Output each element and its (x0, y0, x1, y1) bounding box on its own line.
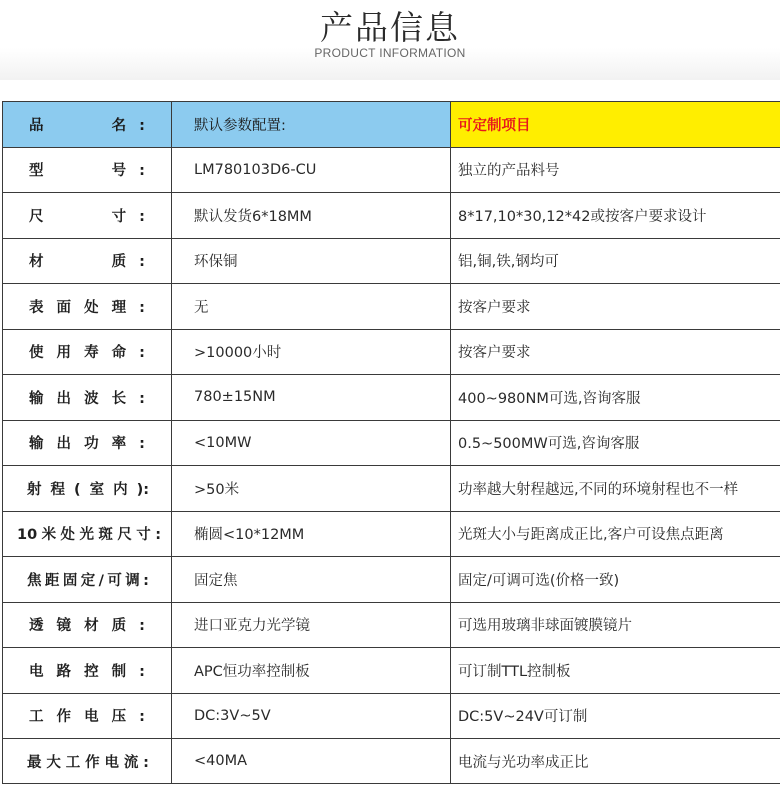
table-row (3, 420, 780, 466)
row-custom-cell: 400~980NM可选,咨询客服 (451, 375, 780, 421)
row-label: 电路控制: (29, 663, 145, 680)
row-label: 材 质: (29, 254, 145, 271)
header-section (0, 0, 780, 80)
row-custom-cell: 功率越大射程越远,不同的环境射程也不一样 (451, 466, 780, 512)
row-label-cell (3, 238, 172, 284)
table-row (3, 147, 780, 193)
header-default-cell: 默认参数配置: (172, 102, 451, 148)
page-title: 产品信息 (320, 8, 460, 47)
row-label: 10米处光斑尺寸: (17, 527, 161, 544)
row-label: 表面处理: (29, 299, 145, 316)
row-label: 使用寿命: (29, 345, 145, 362)
row-label-cell (3, 648, 172, 694)
table-row (3, 284, 780, 330)
row-label-cell (3, 284, 172, 330)
row-label-cell (3, 329, 172, 375)
row-label: 尺 寸: (29, 208, 145, 225)
header-name-cell (3, 102, 172, 148)
row-label-cell (3, 375, 172, 421)
table-row (3, 329, 780, 375)
row-label: 焦距固定/可调: (27, 572, 149, 589)
row-label-cell (3, 147, 172, 193)
row-label: 输出波长: (29, 390, 145, 407)
row-default-cell: 780±15NM (172, 375, 451, 421)
row-default-cell: 固定焦 (172, 557, 451, 603)
row-label-cell (3, 420, 172, 466)
row-label: 型 号: (29, 163, 145, 180)
row-default-cell: 椭圆<10*12MM (172, 511, 451, 557)
table-row (3, 557, 780, 603)
row-default-cell: 进口亚克力光学镜 (172, 602, 451, 648)
row-label: 射程(室内): (27, 481, 149, 498)
page-subtitle: PRODUCT INFORMATION (314, 46, 466, 60)
row-label-cell (3, 602, 172, 648)
row-default-cell: >50米 (172, 466, 451, 512)
row-label-cell (3, 557, 172, 603)
row-custom-cell: 光斑大小与距离成正比,客户可设焦点距离 (451, 511, 780, 557)
row-custom-cell: 固定/可调可选(价格一致) (451, 557, 780, 603)
row-label: 最大工作电流: (27, 754, 149, 771)
row-custom-cell: 可选用玻璃非球面镀膜镜片 (451, 602, 780, 648)
row-custom-cell: 电流与光功率成正比 (451, 739, 780, 784)
row-label-cell (3, 739, 172, 784)
row-custom-cell: 按客户要求 (451, 329, 780, 375)
table-row (3, 511, 780, 557)
table-row (3, 193, 780, 239)
row-default-cell: 无 (172, 284, 451, 330)
table-row (3, 739, 780, 784)
row-custom-cell: 铝,铜,铁,钢均可 (451, 238, 780, 284)
row-label: 透镜材质: (29, 618, 145, 635)
table-row (3, 648, 780, 694)
table-row (3, 238, 780, 284)
header-name-label: 品 名: (29, 117, 145, 134)
row-default-cell: <10MW (172, 420, 451, 466)
row-custom-cell: 可订制TTL控制板 (451, 648, 780, 694)
row-label: 输出功率: (29, 436, 145, 453)
row-default-cell: <40MA (172, 739, 451, 784)
row-custom-cell: 独立的产品料号 (451, 147, 780, 193)
table-row (3, 466, 780, 512)
table-row (3, 602, 780, 648)
header-custom-cell: 可定制项目 (451, 102, 780, 148)
row-custom-cell: 0.5~500MW可选,咨询客服 (451, 420, 780, 466)
row-label-cell (3, 466, 172, 512)
table-row (3, 693, 780, 739)
row-default-cell: LM780103D6-CU (172, 147, 451, 193)
table-header-row (3, 102, 780, 148)
row-custom-cell: DC:5V~24V可订制 (451, 693, 780, 739)
row-default-cell: 默认发货6*18MM (172, 193, 451, 239)
row-label: 工作电压: (29, 709, 145, 726)
row-label-cell (3, 511, 172, 557)
product-spec-table (2, 101, 780, 784)
row-default-cell: DC:3V~5V (172, 693, 451, 739)
row-default-cell: 环保铜 (172, 238, 451, 284)
row-custom-cell: 按客户要求 (451, 284, 780, 330)
row-default-cell: >10000小时 (172, 329, 451, 375)
table-row (3, 375, 780, 421)
row-default-cell: APC恒功率控制板 (172, 648, 451, 694)
row-label-cell (3, 193, 172, 239)
row-label-cell (3, 693, 172, 739)
row-custom-cell: 8*17,10*30,12*42或按客户要求设计 (451, 193, 780, 239)
